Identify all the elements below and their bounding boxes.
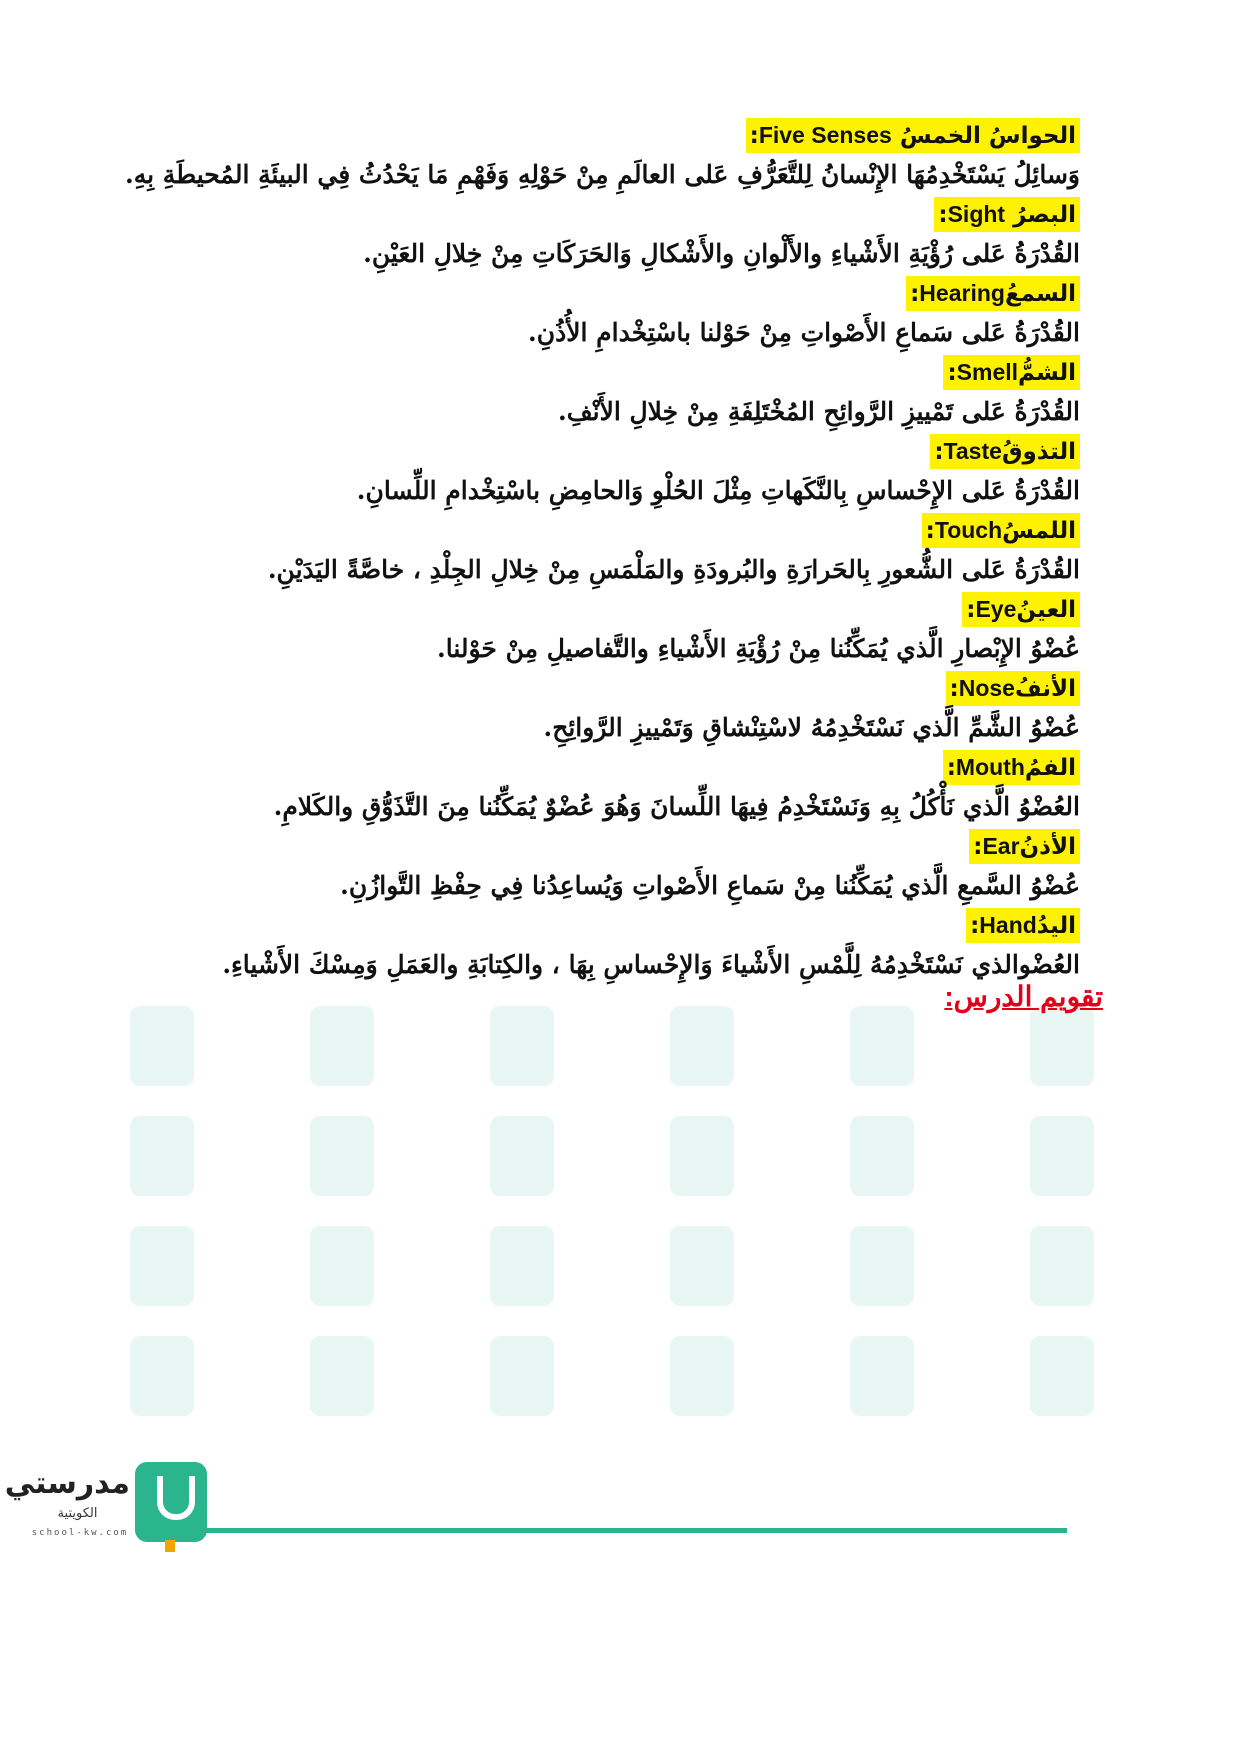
glossary-entry xyxy=(40,908,1080,987)
glossary-entry xyxy=(40,671,1080,750)
madrasati-logo-icon xyxy=(1030,1336,1094,1416)
watermark-tile xyxy=(20,1000,200,1110)
term-label: الحواسُ الخمسُ Five Senses: xyxy=(746,118,1080,153)
brand-name: مدرستي xyxy=(4,1466,130,1501)
term-definition: عُضْوُ الشَّمِّ الَّذي نَسْتَخْدِمُهُ لاسْتِنْشاقِ وَتَمْييزِ الرَّوائِحِ. xyxy=(543,713,1080,742)
watermark-tile xyxy=(380,1330,560,1440)
term-label: التذوقُTaste: xyxy=(930,434,1080,469)
watermark-tile xyxy=(560,1220,740,1330)
madrasati-logo-icon xyxy=(670,1336,734,1416)
madrasati-logo-icon xyxy=(310,1116,374,1196)
glossary-entry xyxy=(40,750,1080,829)
madrasati-logo xyxy=(4,1462,215,1552)
term-definition: العُضْوالذي نَسْتَخْدِمُهُ لِلَّمْسِ الأَشْياءَ وَالإِحْساسِ بِهَا ، والكِتابَةِ والعَمَلِ وَمِسْكَ الأَشْياءِ. xyxy=(222,950,1080,979)
madrasati-logo-icon xyxy=(850,1336,914,1416)
watermark-tile xyxy=(20,1220,200,1330)
madrasati-logo-icon xyxy=(130,1116,194,1196)
glossary-entry xyxy=(40,592,1080,671)
term-definition: القُدْرَةُ عَلى الشُّعورِ بِالحَرارَةِ والبُرودَةِ والمَلْمَسِ مِنْ خِلالِ الجِلْدِ ، خاصَّةً اليَدَيْنِ. xyxy=(267,555,1080,584)
watermark-tile xyxy=(920,1110,1100,1220)
watermark-tile xyxy=(380,1000,560,1110)
madrasati-logo-icon xyxy=(670,1226,734,1306)
lesson-evaluation-heading: تقويم الدرس: xyxy=(944,981,1103,1012)
watermark-tile xyxy=(380,1110,560,1220)
term-definition: القُدْرَةُ عَلى سَماعِ الأَصْواتِ مِنْ حَوْلنا باسْتِخْدامِ الأُذُنِ. xyxy=(528,318,1080,347)
watermark-tile xyxy=(920,1330,1100,1440)
term-label: الشمُّSmell: xyxy=(943,355,1080,390)
watermark-tile xyxy=(920,1000,1100,1110)
watermark-tile xyxy=(740,1000,920,1110)
madrasati-logo-icon xyxy=(850,1116,914,1196)
glossary-entry xyxy=(40,434,1080,513)
term-label: العينُEye: xyxy=(962,592,1080,627)
term-definition: عُضْوُ السَّمعِ الَّذي يُمَكِّنُنا مِنْ سَماعِ الأَصْواتِ وَيُساعِدُنا فِي حِفْظِ التَّوازُنِ. xyxy=(340,871,1080,900)
madrasati-logo-icon xyxy=(130,1226,194,1306)
watermark-tile xyxy=(560,1330,740,1440)
term-label: اللمسُTouch: xyxy=(922,513,1080,548)
watermark-tile xyxy=(200,1000,380,1110)
madrasati-logo-icon xyxy=(130,1336,194,1416)
watermark-tile xyxy=(740,1220,920,1330)
term-definition: عُضْوُ الإِبْصارِ الَّذي يُمَكِّنُنا مِنْ رُؤْيَةِ الأَشْياءِ والتَّفاصيلِ مِنْ حَوْلنا. xyxy=(437,634,1080,663)
madrasati-logo-icon xyxy=(490,1006,554,1086)
term-definition: وَسائِلُ يَسْتَخْدِمُهَا الإِنْسانُ لِلتَّعَرُّفِ عَلى العالَمِ مِنْ حَوْلِهِ وَفَهْمِ مَا يَحْدُثُ فِي البيئَةِ المُحيطَةِ بِهِ. xyxy=(125,160,1080,189)
madrasati-logo-icon xyxy=(490,1226,554,1306)
brand-subtitle: الكويتية xyxy=(57,1506,98,1521)
glossary-entry xyxy=(40,197,1080,276)
term-definition: القُدْرَةُ عَلى الإِحْساسِ بِالنَّكَهاتِ مِثْلَ الحُلْوِ وَالحامِضِ باسْتِخْدامِ اللِّسانِ. xyxy=(356,476,1080,505)
madrasati-logo-icon xyxy=(1030,1116,1094,1196)
term-definition: العُضْوُ الَّذي نَأْكُلُ بِهِ وَنَسْتَخْدِمُ فِيهَا اللِّسانَ وَهُوَ عُضْوٌ يُمَكِّنُنا مِنَ التَّذَوُّقِ والكَلامِ. xyxy=(273,792,1080,821)
watermark-tile xyxy=(20,1330,200,1440)
watermark-tile xyxy=(920,1220,1100,1330)
term-label: اليدُHand: xyxy=(966,908,1080,943)
watermark-tile xyxy=(200,1110,380,1220)
madrasati-logo-icon xyxy=(1030,1006,1094,1086)
watermark-tile xyxy=(740,1110,920,1220)
madrasati-logo-icon xyxy=(490,1336,554,1416)
term-definition: القُدْرَةُ عَلى تَمْييزِ الرَّوائِحِ المُخْتَلِفَةِ مِنْ خِلالِ الأَنْفِ. xyxy=(558,397,1080,426)
madrasati-logo-icon xyxy=(850,1226,914,1306)
madrasati-logo-icon xyxy=(670,1116,734,1196)
madrasati-logo-icon xyxy=(850,1006,914,1086)
glossary-entry xyxy=(40,829,1080,908)
glossary-entry xyxy=(40,513,1080,592)
term-label: الأنفُNose: xyxy=(946,671,1081,706)
madrasati-logo-icon xyxy=(310,1226,374,1306)
glossary-list xyxy=(40,118,1080,987)
watermark-tile xyxy=(20,1110,200,1220)
madrasati-logo-icon xyxy=(1030,1226,1094,1306)
madrasati-logo-icon xyxy=(135,1462,207,1542)
madrasati-logo-icon xyxy=(130,1006,194,1086)
glossary-entry xyxy=(40,355,1080,434)
madrasati-logo-icon xyxy=(490,1116,554,1196)
glossary-entry xyxy=(40,276,1080,355)
watermark-tile xyxy=(380,1220,560,1330)
term-definition: القُدْرَةُ عَلى رُؤْيَةِ الأَشْياءِ والأَلْوانِ والأَشْكالِ وَالحَرَكَاتِ مِنْ خِلالِ العَيْنِ. xyxy=(363,239,1080,268)
term-label: الأذنُEar: xyxy=(969,829,1080,864)
madrasati-logo-icon xyxy=(310,1336,374,1416)
watermark-tile xyxy=(740,1330,920,1440)
watermark-tile xyxy=(200,1330,380,1440)
footer-divider xyxy=(203,1528,1067,1533)
term-label: الفمُMouth: xyxy=(943,750,1080,785)
watermark-tile xyxy=(200,1220,380,1330)
watermark-tile xyxy=(560,1000,740,1110)
madrasati-logo-icon xyxy=(310,1006,374,1086)
glossary-entry xyxy=(40,118,1080,197)
watermark-tile xyxy=(560,1110,740,1220)
madrasati-logo-icon xyxy=(670,1006,734,1086)
term-label: السمعُHearing: xyxy=(906,276,1080,311)
brand-url: school-kw.com xyxy=(31,1528,129,1538)
term-label: البصرُ Sight: xyxy=(934,197,1080,232)
